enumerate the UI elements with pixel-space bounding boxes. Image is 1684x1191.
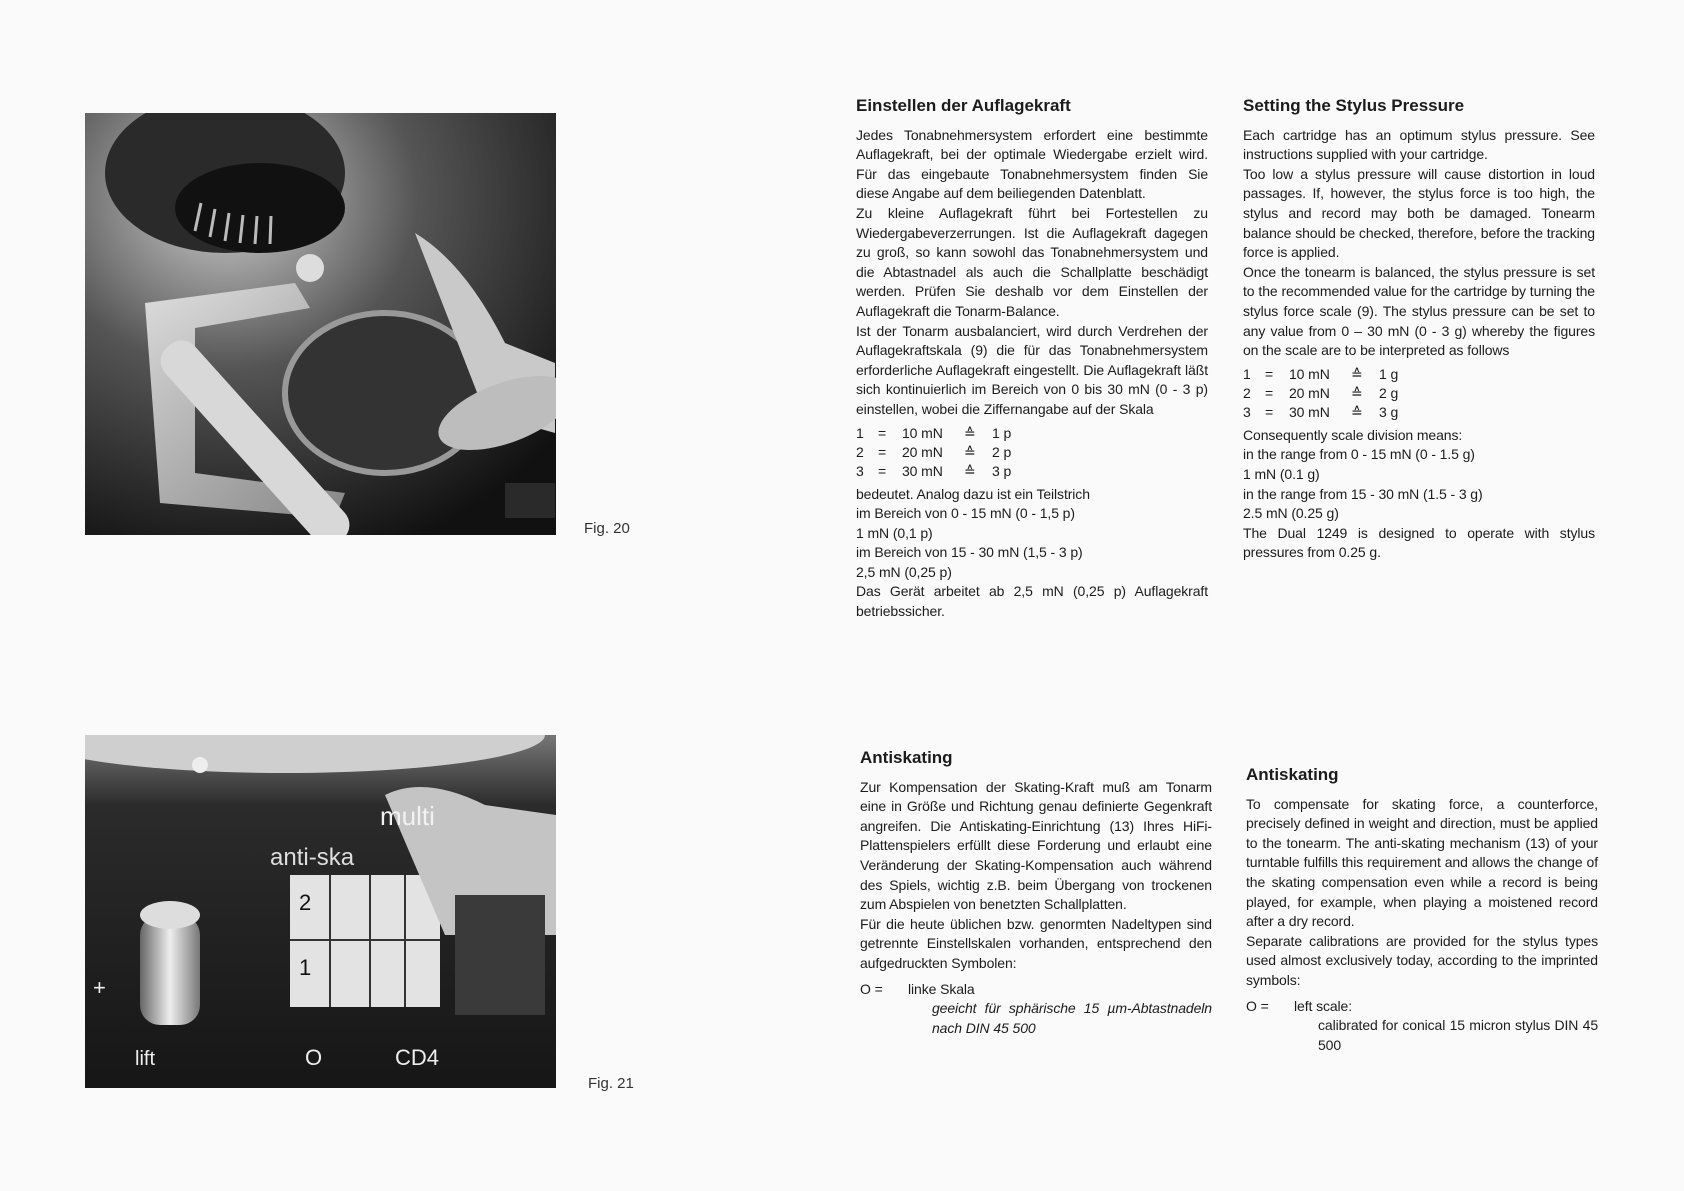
german-symbol-description: geeicht für sphärische 15 µm-Abtastnadeln nach DIN 45 500 [932, 1000, 1212, 1036]
english-antiskating-p2: Separate calibrations are provided for the stylus types used almost exclusively today, according to the imprinted symbols: [1246, 932, 1598, 988]
english-antiskating-section [1246, 765, 1598, 1055]
fig21-panel-lift: lift [135, 1048, 155, 1070]
german-stylus-line: 1 mN (0,1 p) [856, 524, 933, 541]
german-stylus-p2: Zu kleine Auflagekraft führt bei Fortestellen zu Wiedergabeverzerrungen. Ist die Auflagekraft dagegen zu groß, so kann sowohl das Tonabnehmersystem und die Abtastnadel als auch die Schallplatte beschädigt werden. Prüfen Sie deshalb vor dem Einstellen der Auflagekraft die Tonarm-Balance. [856, 204, 1208, 319]
english-stylus-line: in the range from 15 - 30 mN (1.5 - 3 g) [1243, 485, 1483, 502]
english-eq-row: 3 = 30 mN ≙ 3 g [1243, 403, 1399, 420]
german-antiskating-p1: Zur Kompensation der Skating-Kraft muß am Tonarm eine in Größe und Richtung genau definierte Gegenkraft angreifen. Die Antiskating-Einrichtung (13) Ihres HiFi-Plattenspielers erfüllt diese Forderung und erlaubt eine Veränderung der Skating-Kompensation auch während des Spiels, wichtig z.B. beim Übergang von trockenen zum Abspielen von benetzten Schallplatten. [860, 778, 1212, 913]
german-stylus-line: bedeutet. Analog dazu ist ein Teilstrich [856, 485, 1090, 502]
english-antiskating-title: Antiskating [1246, 765, 1339, 784]
german-eq-row: 1 = 10 mN ≙ 1 p [856, 424, 1012, 441]
german-antiskating-p2: Für die heute üblichen bzw. genormten Nadeltypen sind getrennte Einstellskalen vorhanden, entsprechend den aufgedruckten Symbolen: [860, 915, 1212, 971]
german-eq-row: 3 = 30 mN ≙ 3 p [856, 462, 1012, 479]
fig21-panel-o: O [305, 1045, 323, 1070]
english-stylus-line: 1 mN (0.1 g) [1243, 465, 1320, 482]
fig21-plus-sign: + [93, 975, 106, 1000]
english-symbol-row [1246, 997, 1598, 1017]
english-eq-row: 1 = 10 mN ≙ 1 g [1243, 365, 1399, 382]
english-stylus-line: Consequently scale division means: [1243, 426, 1463, 443]
english-eq-row: 2 = 20 mN ≙ 2 g [1243, 384, 1399, 401]
german-stylus-p4: Das Gerät arbeitet ab 2,5 mN (0,25 p) Auflagekraft betriebssicher. [856, 583, 1208, 620]
figure-20-photo [85, 113, 556, 535]
german-equivalence-table [856, 424, 1208, 481]
german-stylus-section [856, 96, 1208, 622]
fig21-knob-label-2: 2 [299, 890, 312, 915]
english-stylus-p2: Too low a stylus pressure will cause distortion in loud passages. If, however, the stylus force is too high, the stylus and record may both be damaged. Tonearm balance should be checked, therefore, before the tracking force is applied. [1243, 165, 1595, 261]
german-stylus-line: im Bereich von 15 - 30 mN (1,5 - 3 p) [856, 544, 1083, 561]
german-stylus-p1: Jedes Tonabnehmersystem erfordert eine bestimmte Auflagekraft, bei der optimale Wiedergabe erzielt wird. Für das eingebaute Tonabnehmersystem finden Sie diese Angabe auf dem beiliegenden Datenblatt. [856, 126, 1208, 202]
english-symbol-value: left scale: [1294, 997, 1353, 1014]
english-symbol-key: O = [1246, 997, 1269, 1014]
german-antiskating-title: Antiskating [860, 748, 953, 767]
fig21-panel-antiskate: anti-ska [270, 844, 355, 871]
german-antiskating-section [860, 748, 1212, 1038]
german-stylus-line: im Bereich von 0 - 15 mN (0 - 1,5 p) [856, 505, 1075, 522]
english-antiskating-p1: To compensate for skating force, a counterforce, precisely defined in weight and direction, must be applied to the tonearm. The anti-skating mechanism (13) of your turntable fulfills this requirement and allows the change of the skating compensation even while a record is being played, for example, when playing a moistened record after a dry record. [1246, 795, 1598, 930]
english-stylus-p3: Once the tonearm is balanced, the stylus pressure is set to the recommended value for the cartridge by turning the stylus force scale (9). The stylus pressure can be set to any value from 0 – 30 mN (0 - 3 g) whereby the figures on the scale are to be interpreted as follows [1243, 263, 1595, 359]
fig21-panel-cd4: CD4 [395, 1045, 440, 1070]
english-equivalence-table [1243, 365, 1595, 422]
fig21-knob-label-1: 1 [299, 955, 312, 980]
german-stylus-title: Einstellen der Auflagekraft [856, 96, 1071, 115]
german-symbol-key: O = [860, 980, 883, 997]
german-symbol-row [860, 980, 1212, 1000]
fig21-panel-multi: multi [380, 801, 435, 831]
english-stylus-line: in the range from 0 - 15 mN (0 - 1.5 g) [1243, 446, 1475, 463]
english-stylus-line: 2.5 mN (0.25 g) [1243, 505, 1339, 522]
english-stylus-section [1243, 96, 1595, 563]
german-eq-row: 2 = 20 mN ≙ 2 p [856, 443, 1012, 460]
german-stylus-p3: Ist der Tonarm ausbalanciert, wird durch Verdrehen der Auflagekraftskala (9) die für das Tonabnehmersystem erforderliche Auflagekraft eingestellt. Die Auflagekraft läßt sich kontinuierlich im Bereich von 0 bis 30 mN (0 - 3 p) einstellen, wobei die Ziffernangabe auf der Skala [856, 322, 1208, 417]
german-symbol-value: linke Skala [908, 980, 975, 997]
english-symbol-description: calibrated for conical 15 micron stylus DIN 45 500 [1318, 1017, 1598, 1053]
figure-21-caption: Fig. 21 [588, 1075, 634, 1092]
figure-20-caption: Fig. 20 [584, 520, 630, 537]
english-stylus-title: Setting the Stylus Pressure [1243, 96, 1465, 115]
german-stylus-line: 2,5 mN (0,25 p) [856, 563, 952, 580]
english-stylus-p1: Each cartridge has an optimum stylus pressure. See instructions supplied with your cartridge. [1243, 126, 1595, 163]
figure-21-photo [85, 735, 556, 1088]
english-stylus-p4: The Dual 1249 is designed to operate with stylus pressures from 0.25 g. [1243, 524, 1595, 561]
